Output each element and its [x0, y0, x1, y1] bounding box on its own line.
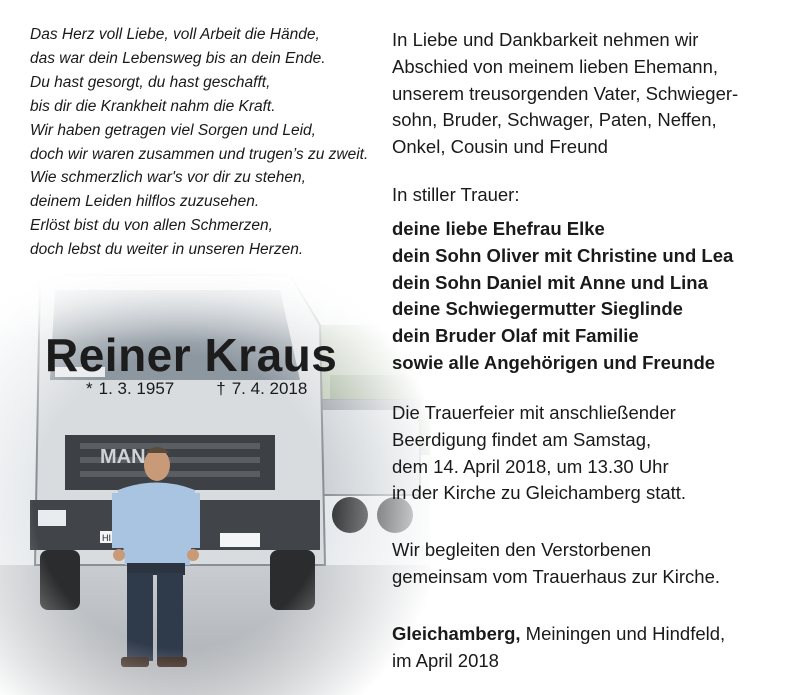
mourner-line: deine liebe Ehefrau Elke [392, 218, 605, 239]
poem-line: Das Herz voll Liebe, voll Arbeit die Hände, [30, 26, 320, 43]
funeral-line: Die Trauerfeier mit anschließender [392, 402, 676, 423]
intro-line: Onkel, Cousin und Freund [392, 136, 608, 158]
intro-line: unserem treusorgenden Vater, Schwieger- [392, 82, 739, 104]
town-name: Gleichamberg, [392, 623, 521, 644]
mourner-line: dein Sohn Daniel mit Anne und Lina [392, 271, 708, 293]
life-dates [86, 379, 313, 399]
intro-line: sohn, Bruder, Schwager, Paten, Neffen, [392, 109, 717, 131]
poem-line: Erlöst bist du von allen Schmerzen, [30, 217, 273, 235]
deceased-name: Reiner Kraus [45, 329, 338, 381]
funeral-line: dem 14. April 2018, um 13.30 Uhr [392, 455, 669, 477]
mourning-heading: In stiller Trauer: [392, 184, 520, 205]
intro-line: In Liebe und Dankbarkeit nehmen wir [392, 29, 699, 50]
poem-line: Wie schmerzlich war's vor dir zu stehen, [30, 169, 306, 187]
poem-line: Du hast gesorgt, du hast geschafft, [30, 73, 271, 91]
memorial-poem [30, 23, 375, 262]
funeral-line: in der Kirche zu Gleichamberg statt. [392, 482, 687, 504]
procession-info [392, 537, 782, 591]
mourner-line: deine Schwiegermutter Sieglinde [392, 298, 683, 320]
mourner-line: dein Bruder Olaf mit Familie [392, 325, 639, 347]
poem-line: bis dir die Krankheit nahm die Kraft. [30, 97, 276, 115]
mourners-list [392, 216, 782, 377]
mourner-line: dein Sohn Oliver mit Christine und Lea [392, 244, 734, 266]
poem-line: doch lebst du weiter in unseren Herzen. [30, 241, 304, 259]
place-and-date [392, 621, 782, 675]
poem-line: das war dein Lebensweg bis an dein Ende. [30, 49, 326, 67]
procession-line: Wir begleiten den Verstorbenen [392, 539, 652, 560]
intro-line: Abschied von meinem lieben Ehemann, [392, 55, 718, 77]
notice-date: im April 2018 [392, 649, 499, 671]
death-date: 7. 4. 2018 [231, 379, 308, 398]
poem-line: Wir haben getragen viel Sorgen und Leid, [30, 121, 316, 139]
intro-text [392, 27, 782, 161]
procession-line: gemeinsam vom Trauerhaus zur Kirche. [392, 565, 720, 587]
birth-symbol: * [86, 379, 93, 398]
funeral-info [392, 400, 782, 507]
death-symbol: † [216, 379, 226, 398]
poem-line: doch wir waren zusammen und trugen’s zu zweit. [30, 145, 369, 163]
funeral-line: Beerdigung findet am Samstag, [392, 428, 652, 450]
mourner-line: sowie alle Angehörigen und Freunde [392, 351, 716, 373]
poem-line: deinem Leiden hilflos zuzusehen. [30, 193, 260, 211]
birth-date: 1. 3. 1957 [98, 379, 175, 398]
other-towns: Meiningen und Hindfeld, [520, 623, 726, 644]
place-line [392, 621, 782, 648]
